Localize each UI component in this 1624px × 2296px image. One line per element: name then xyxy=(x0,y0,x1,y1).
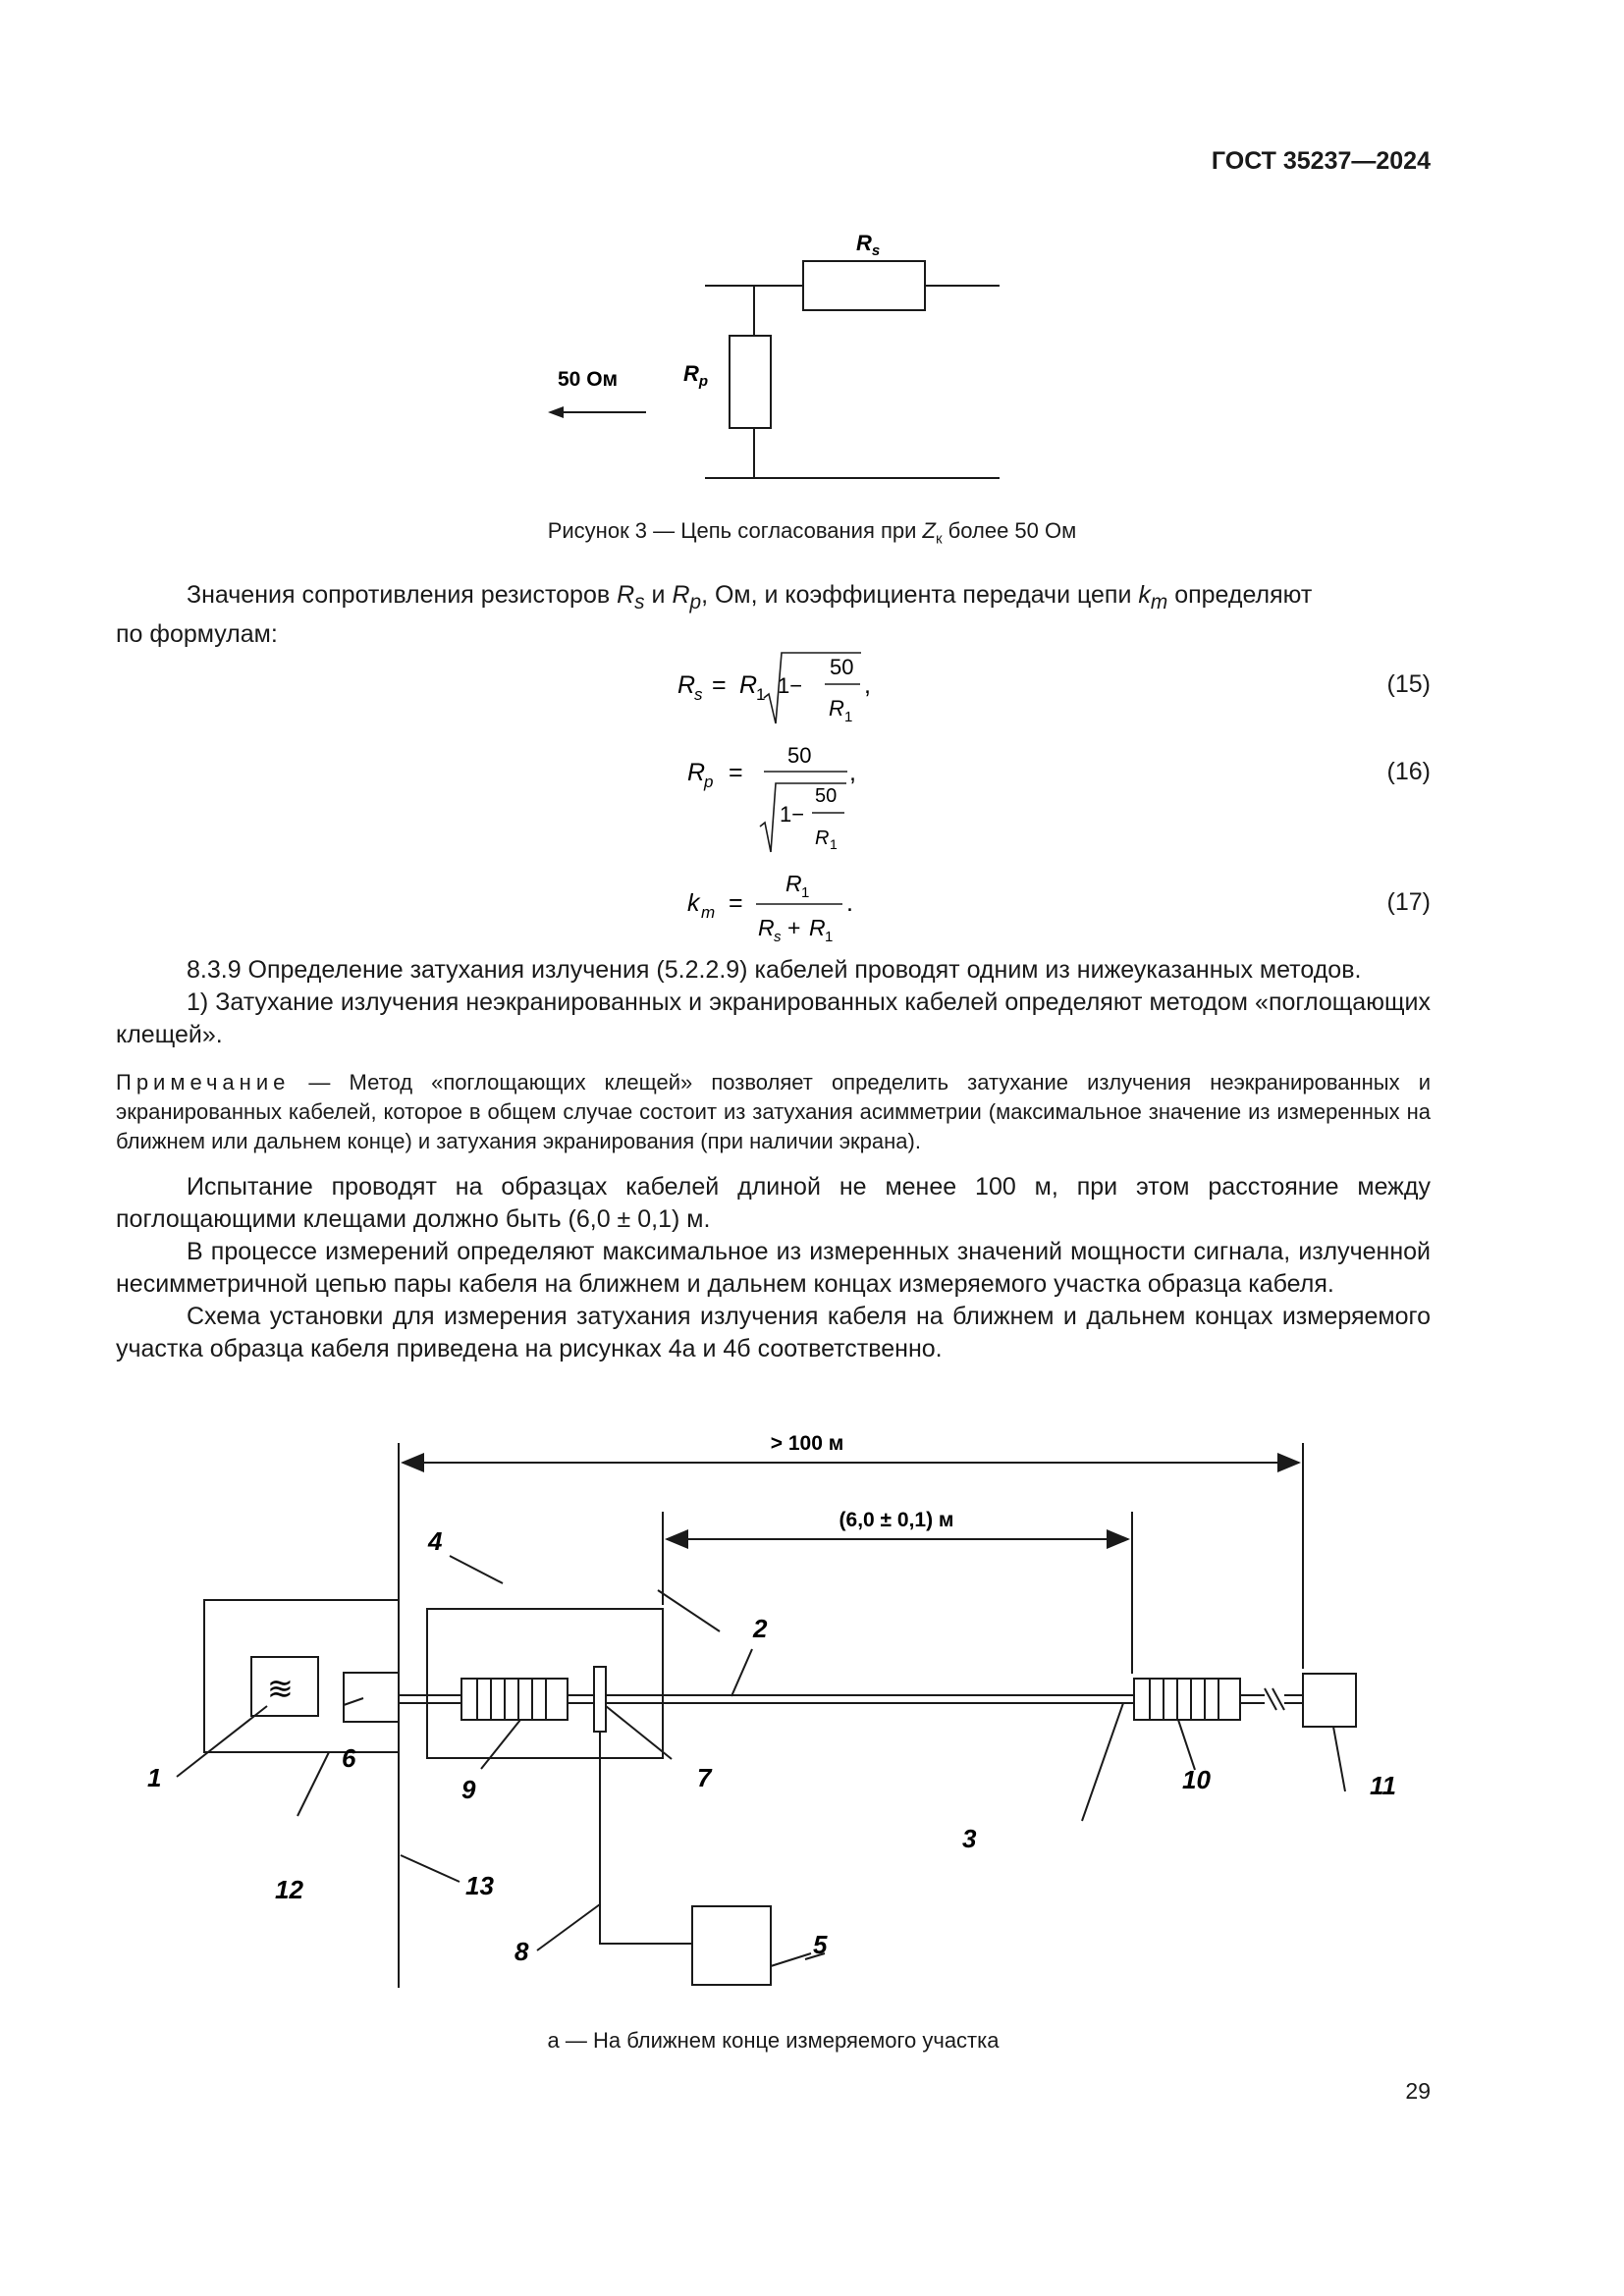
equation-17-number: (17) xyxy=(1386,888,1431,916)
adapter-6 xyxy=(344,1673,399,1722)
leader-10 xyxy=(1178,1720,1195,1770)
generator-symbol: ≋ xyxy=(267,1671,294,1706)
label-11: 11 xyxy=(1370,1771,1396,1800)
generator-enclosure-12 xyxy=(204,1600,399,1752)
svg-text:1: 1 xyxy=(825,929,834,945)
standard-number: ГОСТ 35237—2024 xyxy=(1211,147,1431,175)
svg-text:1: 1 xyxy=(801,884,810,901)
svg-text:R: R xyxy=(677,671,696,699)
svg-text:50: 50 xyxy=(815,785,838,807)
note-text: — Метод «поглощающих клещей» позволяет определить затухание излучения неэкранированных и экранированных кабелей, которое в общем случае состоит из затухания асимметрии (максимальное значение из измеренных на ближнем или дальнем конце) и затухания экранирования (при наличии экрана). xyxy=(116,1070,1431,1153)
svg-text:1: 1 xyxy=(830,836,838,852)
svg-text:1−: 1− xyxy=(780,802,805,827)
svg-text:=: = xyxy=(712,671,727,699)
label-6: 6 xyxy=(342,1743,356,1773)
label-12: 12 xyxy=(275,1875,303,1904)
svg-text:1−: 1− xyxy=(778,673,803,698)
label-9: 9 xyxy=(461,1775,476,1804)
intro-paragraph: Значения сопротивления резисторов $R_s$ и $R_p$, Ом, и коэффициента передачи цепи $k_m$ определяют по формулам: xyxy=(116,581,1313,648)
section-p3: Испытание проводят на образцах кабелей длиной не менее 100 м, при этом расстояние между поглощающими клещами должно быть (6,0 ± 0,1) м. xyxy=(116,1173,1431,1233)
svg-text:+: + xyxy=(787,915,801,940)
svg-text:R: R xyxy=(758,915,775,940)
note xyxy=(116,1068,1431,1156)
current-probe-7 xyxy=(594,1667,606,1732)
svg-text:m: m xyxy=(701,903,716,922)
note-label: Примечание xyxy=(116,1070,291,1095)
svg-text:=: = xyxy=(729,889,743,917)
section-p1: 8.3.9 Определение затухания излучения (5.2.2.9) кабелей проводят одним из нижеуказанных методов. xyxy=(187,956,1362,984)
label-4: 4 xyxy=(428,1526,443,1556)
leader-5 xyxy=(771,1953,811,1966)
label-3: 3 xyxy=(962,1824,977,1853)
svg-text:50: 50 xyxy=(830,655,854,679)
svg-text:p: p xyxy=(704,773,714,791)
svg-text:,: , xyxy=(864,671,871,699)
figure-4a-caption: а — На ближнем конце измеряемого участка xyxy=(547,2028,1000,2053)
equation-16 xyxy=(677,736,893,859)
dim-total-label: > 100 м xyxy=(770,1432,844,1455)
label-13: 13 xyxy=(465,1871,494,1900)
label-1: 1 xyxy=(147,1763,162,1792)
svg-text:,: , xyxy=(849,759,856,786)
leader-8 xyxy=(537,1904,600,1950)
svg-text:R: R xyxy=(687,759,706,786)
leader-1 xyxy=(177,1706,267,1777)
termination-11 xyxy=(1303,1674,1356,1727)
leader-3 xyxy=(1082,1703,1123,1821)
dim-clamps-label: (6,0 ± 0,1) м xyxy=(839,1509,954,1531)
figure-3-caption: Рисунок 3 — Цепь согласования при $Z_к$ более 50 Ом xyxy=(547,518,1077,548)
svg-text:R: R xyxy=(809,915,826,940)
svg-text:1: 1 xyxy=(844,709,853,725)
label-7: 7 xyxy=(697,1763,712,1792)
leader-13 xyxy=(401,1855,460,1882)
figure-4a-setup xyxy=(137,1423,1414,2002)
page-number: 29 xyxy=(1405,2078,1431,2104)
leader-11 xyxy=(1333,1727,1345,1791)
label-2: 2 xyxy=(753,1614,768,1643)
ohm-label: 50 Ом xyxy=(558,368,619,391)
svg-text:k: k xyxy=(687,889,700,917)
leader-7 xyxy=(606,1706,672,1759)
leader-6 xyxy=(344,1698,363,1705)
svg-text:s: s xyxy=(774,929,782,945)
svg-text:=: = xyxy=(729,759,743,786)
leader-4-inner xyxy=(658,1590,720,1631)
leader-4 xyxy=(450,1556,503,1583)
meter-5 xyxy=(692,1906,771,1985)
svg-text:.: . xyxy=(846,889,853,917)
figure-3-circuit xyxy=(530,221,1021,486)
resistor-rs xyxy=(803,261,925,310)
label-10: 10 xyxy=(1182,1765,1211,1794)
label-8: 8 xyxy=(514,1937,529,1966)
resistor-rp xyxy=(730,336,771,428)
leader-12 xyxy=(298,1752,329,1816)
section-body xyxy=(116,1171,1431,1365)
section-p5: Схема установки для измерения затухания излучения кабеля на ближнем и дальнем концах измеряемого участка образца кабеля приведена на рисунках 4а и 4б соответственно. xyxy=(116,1303,1431,1362)
leader-2 xyxy=(731,1649,752,1696)
svg-text:R: R xyxy=(815,828,830,849)
equation-15-number: (15) xyxy=(1386,670,1431,698)
svg-text:R: R xyxy=(829,696,844,721)
equation-15 xyxy=(668,643,903,731)
section-p2: 1) Затухание излучения неэкранированных и экранированных кабелей определяют методом «поглощающих клещей». xyxy=(116,988,1431,1048)
rs-label: $R_s$ xyxy=(856,231,881,259)
lead-8 xyxy=(600,1732,692,1944)
svg-text:50: 50 xyxy=(787,743,812,768)
label-5: 5 xyxy=(813,1930,828,1959)
svg-text:R: R xyxy=(785,871,802,896)
section-p4: В процессе измерений определяют максимальное из измеренных значений мощности сигнала, излученной несимметричной цепью пары кабеля на ближнем и дальнем концах измеряемого участка образца кабеля. xyxy=(116,1238,1431,1298)
section-8-3-9 xyxy=(116,954,1431,1051)
rp-label: $R_p$ xyxy=(683,361,709,390)
svg-text:1: 1 xyxy=(756,685,766,704)
leader-9 xyxy=(481,1720,520,1769)
equation-17 xyxy=(677,864,893,947)
svg-text:s: s xyxy=(694,685,703,704)
equation-16-number: (16) xyxy=(1386,758,1431,785)
arrow-left-icon xyxy=(548,406,564,418)
svg-text:R: R xyxy=(739,671,758,699)
